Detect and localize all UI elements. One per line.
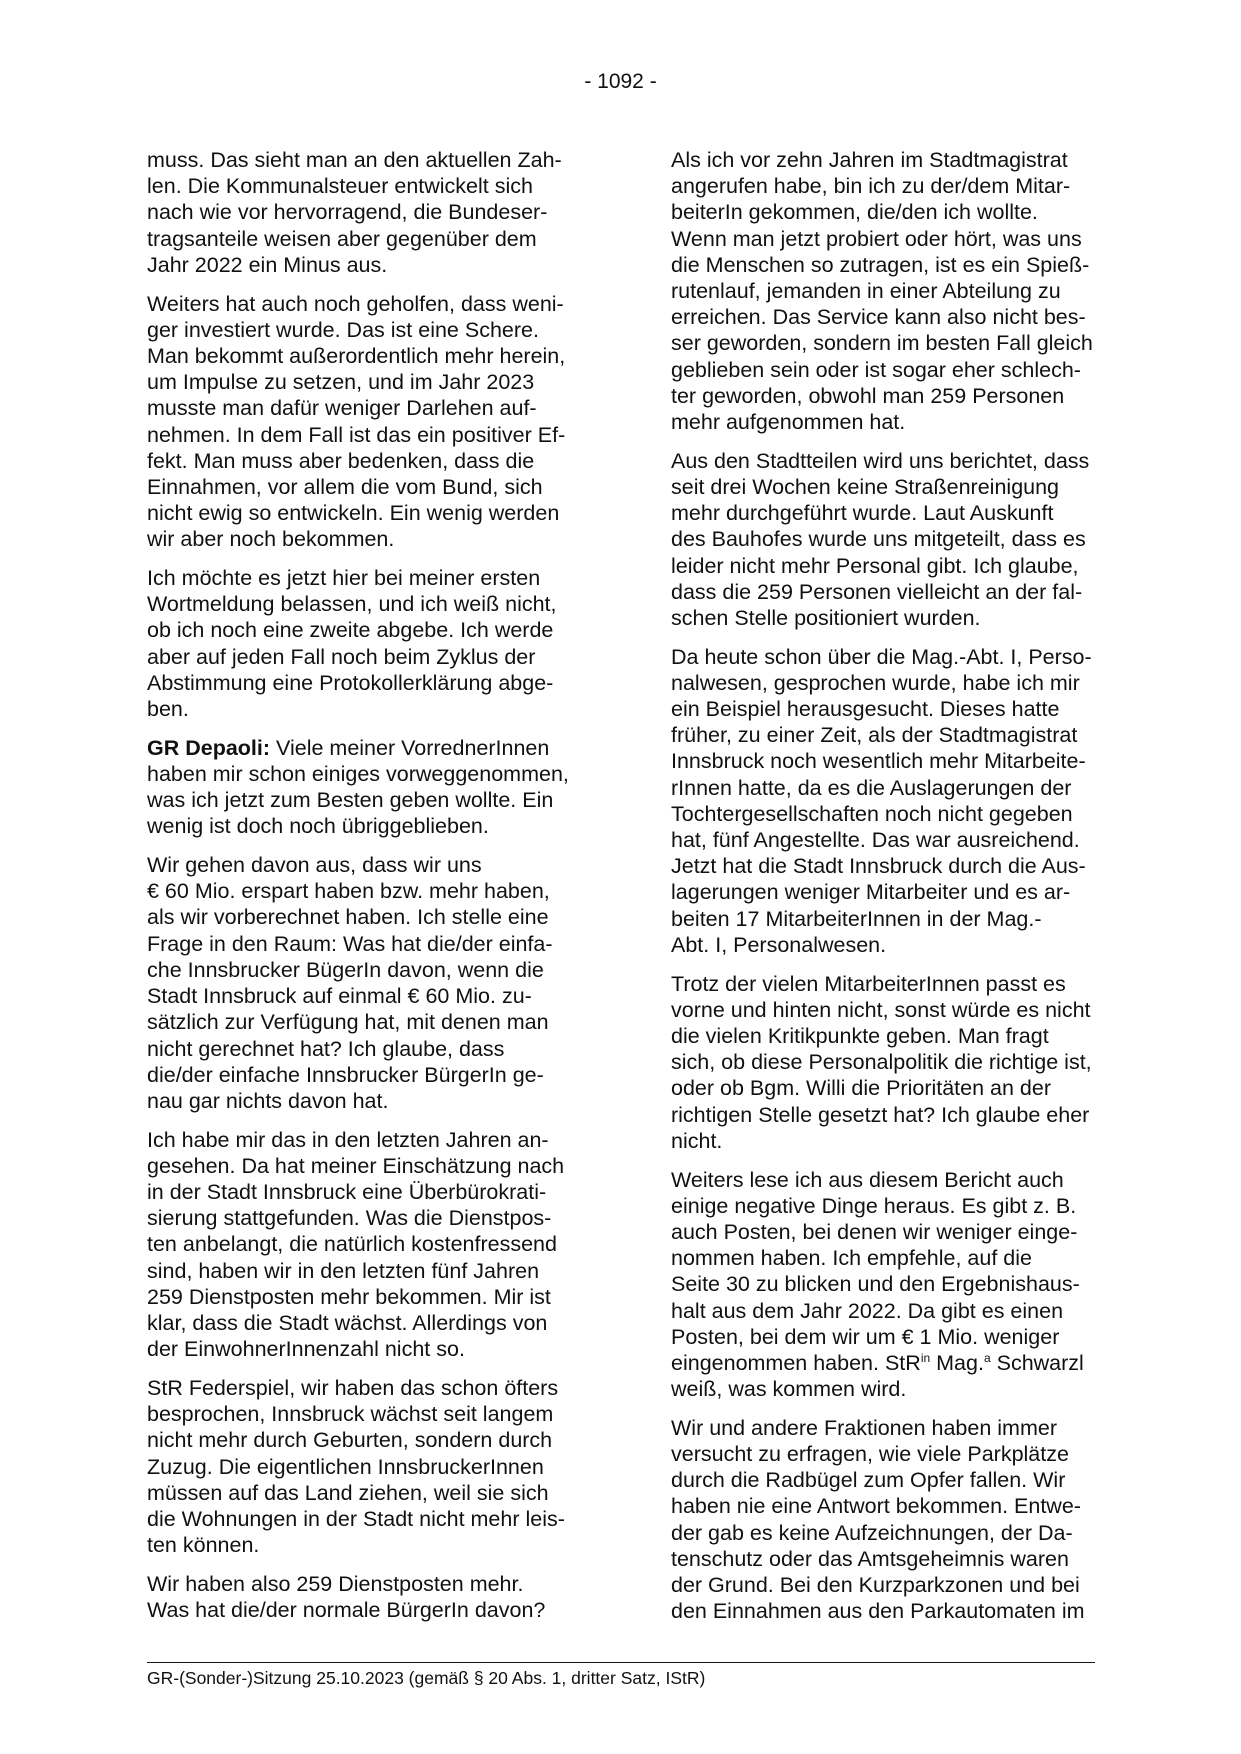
paragraph: [671, 1167, 1103, 1403]
paragraph: Ich habe mir das in den letzten Jahren an- gesehen. Da hat meiner Einschätzung nach in der Stadt Innsbruck eine Überbürokrati- sierung stattgefunden. Was die Dienstpos- ten anbelangt, die natürlich kostenfressend sind, haben wir in den letzten fünf Jahren 259 Dienstposten mehr bekommen. Mir ist klar, dass die Stadt wächst. Allerdings von der EinwohnerInnenzahl nicht so.: [147, 1127, 565, 1362]
footer-divider: [147, 1662, 1095, 1663]
footer-text: GR-(Sonder-)Sitzung 25.10.2023 (gemäß § 20 Abs. 1, dritter Satz, IStR): [147, 1668, 706, 1688]
superscript: a: [983, 1350, 991, 1365]
left-column: [147, 147, 579, 1636]
paragraph: Wir und andere Fraktionen haben immer versucht zu erfragen, wie viele Parkplätze durch die Radbügel zum Opfer fallen. Wir haben nie eine Antwort bekommen. Entwe- der gab es keine Aufzeichnungen, der Da- tenschutz oder das Amtsgeheimnis waren der Grund. Bei den Kurzparkzonen und bei den Einnahmen aus den Parkautomaten im: [671, 1415, 1085, 1624]
paragraph: Da heute schon über die Mag.-Abt. I, Perso- nalwesen, gesprochen wurde, habe ich mir ein Beispiel herausgesucht. Dieses hatte früher, zu einer Zeit, als der Stadtmagistrat Innsbruck noch wesentlich mehr Mitarbeite- rInnen hatte, da es die Auslagerungen der Tochtergesellschaften noch nicht gegeben hat, fünf Angestellte. Das war ausreichend. Jetzt hat die Stadt Innsbruck durch die Aus- lagerungen weniger Mitarbeiter und es ar- beiten 17 MitarbeiterInnen in der Mag.- Abt. I, Personalwesen.: [671, 644, 1092, 957]
paragraph: Wir gehen davon aus, dass wir uns € 60 Mio. erspart haben bzw. mehr haben, als wir vorberechnet haben. Ich stelle eine Frage in den Raum: Was hat die/der einfa- che Innsbrucker BügerIn davon, wenn die Stadt Innsbruck auf einmal € 60 Mio. zu- sätzlich zur Verfügung hat, mit denen man nicht gerechnet hat? Ich glaube, dass die/der einfache Innsbrucker BürgerIn ge- nau gar nichts davon hat.: [147, 853, 553, 1113]
superscript: in: [920, 1350, 931, 1365]
paragraph: Als ich vor zehn Jahren im Stadtmagistrat angerufen habe, bin ich zu der/dem Mitar- beiterIn gekommen, die/den ich wollte. Wenn man jetzt probiert oder hört, was uns die Menschen so zutragen, ist es ein Spieß- rutenlauf, jemanden in einer Abteilung zu erreichen. Das Service kann also nicht bes- ser geworden, sondern im besten Fall gleich geblieben sein oder ist sogar eher schlech- ter geworden, obwohl man 259 Personen mehr aufgenommen hat.: [671, 148, 1093, 435]
right-column: [671, 147, 1103, 1637]
paragraph: StR Federspiel, wir haben das schon öfters besprochen, Innsbruck wächst seit langem nicht mehr durch Geburten, sondern durch Zuzug. Die eigentlichen InnsbruckerInnen müssen auf das Land ziehen, weil sie sich die Wohnungen in der Stadt nicht mehr leis- ten können.: [147, 1375, 565, 1558]
speaker-name: GR Depaoli:: [147, 735, 271, 760]
paragraph: Weiters hat auch noch geholfen, dass weni- ger investiert wurde. Das ist eine Schere. Man bekommt außerordentlich mehr herein, um Impulse zu setzen, und im Jahr 2023 musste man dafür weniger Darlehen auf- nehmen. In dem Fall ist das ein positiver Ef- fekt. Man muss aber bedenken, dass die Einnahmen, vor allem die vom Bund, sich nicht ewig so entwickeln. Ein wenig werden wir aber noch bekommen.: [147, 291, 566, 552]
page-number: - 1092 -: [584, 70, 657, 93]
paragraph: Aus den Stadtteilen wird uns berichtet, dass seit drei Wochen keine Straßenreinigung mehr durchgeführt wurde. Laut Auskunft des Bauhofes wurde uns mitgeteilt, dass es leider nicht mehr Personal gibt. Ich glaube, dass die 259 Personen vielleicht an der fal- schen Stelle positioniert wurden.: [671, 448, 1090, 630]
text-segment: Mag.: [930, 1350, 984, 1375]
text-segment: Schwarzl weiß, was kommen wird.: [671, 1350, 1084, 1402]
paragraph: Wir haben also 259 Dienstposten mehr. Was hat die/der normale BürgerIn davon?: [147, 1571, 546, 1623]
text-segment: Weiters lese ich aus diesem Bericht auch einige negative Dinge heraus. Es gibt z. B. auch Posten, bei denen wir weniger einge- nommen haben. Ich empfehle, auf die Seite 30 zu blicken und den Ergebnishaus- halt aus dem Jahr 2022. Da gibt es einen Posten, bei dem wir um € 1 Mio. weniger eingenommen haben. StR: [671, 1167, 1080, 1375]
speech-text: Viele meiner VorrednerInnen haben mir schon einiges vorweggenommen, was ich jetzt zum Besten geben wollte. Ein wenig ist doch noch übriggeblieben.: [147, 735, 569, 839]
paragraph: Trotz der vielen MitarbeiterInnen passt es vorne und hinten nicht, sonst würde es nicht die vielen Kritikpunkte geben. Man fragt sich, ob diese Personalpolitik die richtige ist, oder ob Bgm. Willi die Prioritäten an der richtigen Stelle gesetzt hat? Ich glaube eher nicht.: [671, 971, 1092, 1153]
paragraph: muss. Das sieht man an den aktuellen Zah- len. Die Kommunalsteuer entwickelt sich nach wie vor hervorragend, die Bundeser- tragsanteile weisen aber gegenüber dem Jahr 2022 ein Minus aus.: [147, 148, 562, 277]
paragraph-speaker-depaoli: [147, 735, 579, 840]
paragraph: Ich möchte es jetzt hier bei meiner ersten Wortmeldung belassen, und ich weiß nicht, ob ich noch eine zweite abgebe. Ich werde aber auf jeden Fall noch beim Zyklus der Abstimmung eine Protokollerklärung abge- ben.: [147, 566, 557, 722]
